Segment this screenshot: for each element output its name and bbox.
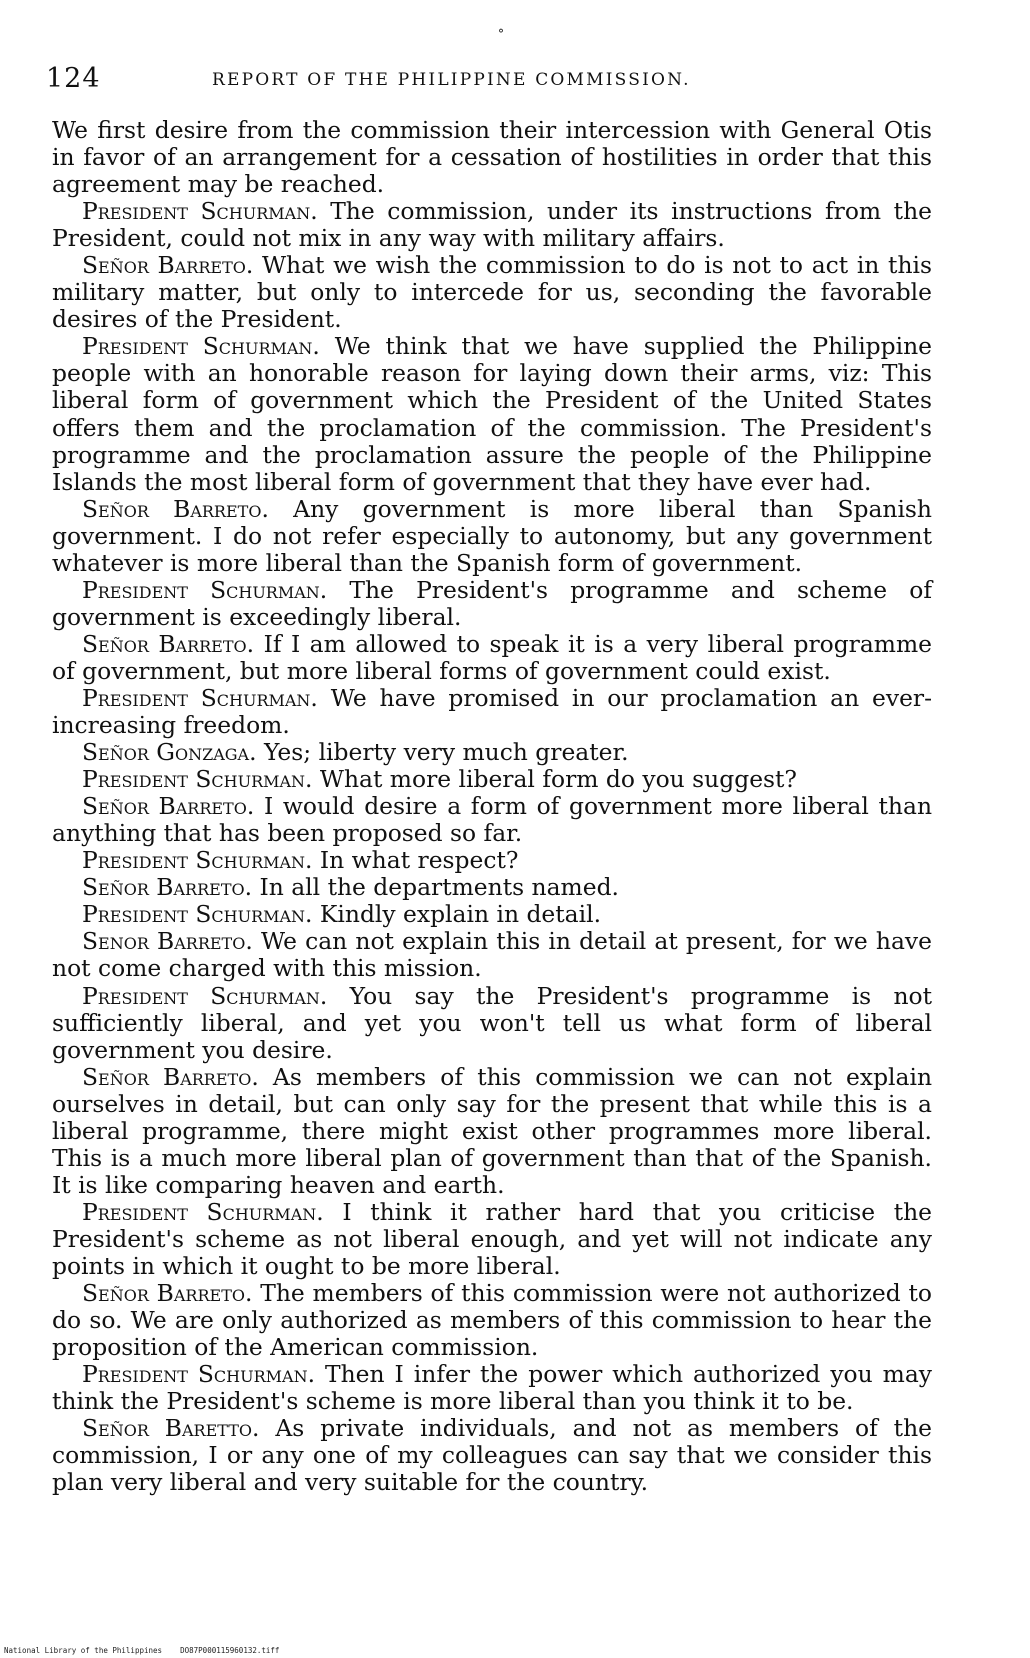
body-text bbox=[52, 117, 932, 1496]
page-number: 124 bbox=[46, 63, 101, 94]
paragraph bbox=[52, 1415, 932, 1496]
paragraph-text: We can not explain this in detail at present, for we have not come charged with this mission. bbox=[52, 927, 932, 983]
speaker-name: President Schurman. bbox=[82, 1197, 324, 1226]
paragraph-text: Any government is more liberal than Spanish government. I do not refer especially to autonomy, but any government whatever is more liberal than the Spanish form of government. bbox=[52, 494, 933, 577]
speaker-name: President Schurman. bbox=[82, 683, 318, 712]
paragraph-text: If I am allowed to speak it is a very liberal programme of government, but more liberal forms of government could exist. bbox=[52, 629, 933, 685]
speaker-name: Señor Barreto. bbox=[82, 494, 269, 523]
paragraph-text: As members of this commission we can not explain ourselves in detail, but can only say for the present that while this is a liberal programme, there might exist other programmes more liberal. This is a much more liberal plan of government than that of the Spanish. It is like comparing heaven and earth. bbox=[52, 1062, 933, 1199]
paragraph bbox=[52, 333, 932, 495]
speaker-name: Señor Barreto. bbox=[82, 1062, 259, 1091]
speaker-name: Señor Barreto. bbox=[82, 873, 253, 902]
scan-speck: ° bbox=[498, 27, 504, 41]
paragraph bbox=[52, 1199, 932, 1280]
paragraph bbox=[52, 766, 932, 793]
paragraph bbox=[52, 1361, 932, 1415]
paragraph-text: We first desire from the commission their intercession with General Otis in favor of an arrangement for a cessation of hostilities in order that this agreement may be reached. bbox=[52, 116, 932, 199]
paragraph-text: As private individuals, and not as members of the commission, I or any one of my colleagues can say that we consider this plan very liberal and very suitable for the country. bbox=[52, 1414, 932, 1497]
paragraph-text: I think it rather hard that you criticise the President's scheme as not liberal enough, and yet will not indicate any points in which it ought to be more liberal. bbox=[52, 1197, 933, 1280]
paragraph bbox=[52, 252, 932, 333]
paragraph bbox=[52, 198, 932, 252]
speaker-name: Señor Barreto. bbox=[82, 629, 255, 658]
paragraph bbox=[52, 901, 932, 928]
paragraph bbox=[52, 739, 932, 766]
speaker-name: President Schurman. bbox=[82, 575, 328, 604]
paragraph-text: We think that we have supplied the Philippine people with an honorable reason for laying down their arms, viz: This liberal form of government which the President of the United States offers them and the proclamation of the commission. The President's programme and the proclamation assure the people of the Philippine Islands the most liberal form of government that they have ever had. bbox=[52, 332, 933, 496]
paragraph bbox=[52, 685, 932, 739]
paragraph-text: What we wish the commission to do is not to act in this military matter, but only to intercede for us, seconding the favorable desires of the President. bbox=[52, 251, 932, 334]
speaker-name: President Schurman. bbox=[82, 1360, 316, 1389]
speaker-name: President Schurman. bbox=[82, 900, 313, 929]
paragraph bbox=[52, 1280, 932, 1361]
scan-footer bbox=[4, 1646, 279, 1656]
page-header bbox=[46, 62, 946, 98]
paragraph bbox=[52, 847, 932, 874]
speaker-name: President Schurman. bbox=[82, 981, 328, 1010]
footer-library: National Library of the Philippines bbox=[4, 1646, 163, 1655]
speaker-name: Senor Barreto. bbox=[82, 927, 253, 956]
paragraph-text: What more liberal form do you suggest? bbox=[319, 765, 797, 794]
paragraph bbox=[52, 928, 932, 982]
paragraph-text: I would desire a form of government more liberal than anything that has been proposed so far. bbox=[52, 792, 933, 848]
paragraph-text: In what respect? bbox=[319, 846, 519, 875]
footer-filename: DO87P000115960132.tiff bbox=[180, 1646, 280, 1655]
paragraph-text: The members of this commission were not authorized to do so. We are only authorized as members of this commission to hear the proposition of the American commission. bbox=[52, 1279, 932, 1362]
paragraph bbox=[52, 983, 932, 1064]
paragraph-text: We have promised in our proclamation an ever-increasing freedom. bbox=[52, 683, 933, 740]
paragraph bbox=[52, 631, 932, 685]
speaker-name: Señor Barreto. bbox=[82, 1279, 253, 1308]
paragraph bbox=[52, 496, 932, 577]
speaker-name: Señor Gonzaga. bbox=[82, 738, 257, 767]
paragraph bbox=[52, 117, 932, 198]
speaker-name: Señor Barreto. bbox=[82, 792, 255, 821]
paragraph-text: You say the President's programme is not sufficiently liberal, and yet you won't tell us what form of liberal government you desire. bbox=[52, 981, 933, 1064]
paragraph-text: The President's programme and scheme of government is exceedingly liberal. bbox=[52, 575, 932, 631]
paragraph bbox=[52, 577, 932, 631]
speaker-name: President Schurman. bbox=[82, 332, 320, 361]
speaker-name: President Schurman. bbox=[82, 846, 313, 875]
paragraph-text: Yes; liberty very much greater. bbox=[264, 738, 629, 767]
speaker-name: Señor Barreto. bbox=[82, 251, 254, 280]
paragraph bbox=[52, 793, 932, 847]
paragraph-text: Then I infer the power which authorized you may think the President's scheme is more liberal than you think it to be. bbox=[52, 1360, 933, 1416]
paragraph-text: Kindly explain in detail. bbox=[319, 900, 601, 929]
paragraph-text: The commission, under its instructions from the President, could not mix in any way with military affairs. bbox=[52, 197, 932, 253]
speaker-name: President Schurman. bbox=[82, 765, 313, 794]
speaker-name: President Schurman. bbox=[82, 197, 318, 226]
paragraph bbox=[52, 874, 932, 901]
speaker-name: Señor Baretto. bbox=[82, 1414, 260, 1443]
running-head: REPORT OF THE PHILIPPINE COMMISSION. bbox=[212, 70, 691, 90]
paragraph-text: In all the departments named. bbox=[259, 873, 619, 902]
paragraph bbox=[52, 1064, 932, 1199]
